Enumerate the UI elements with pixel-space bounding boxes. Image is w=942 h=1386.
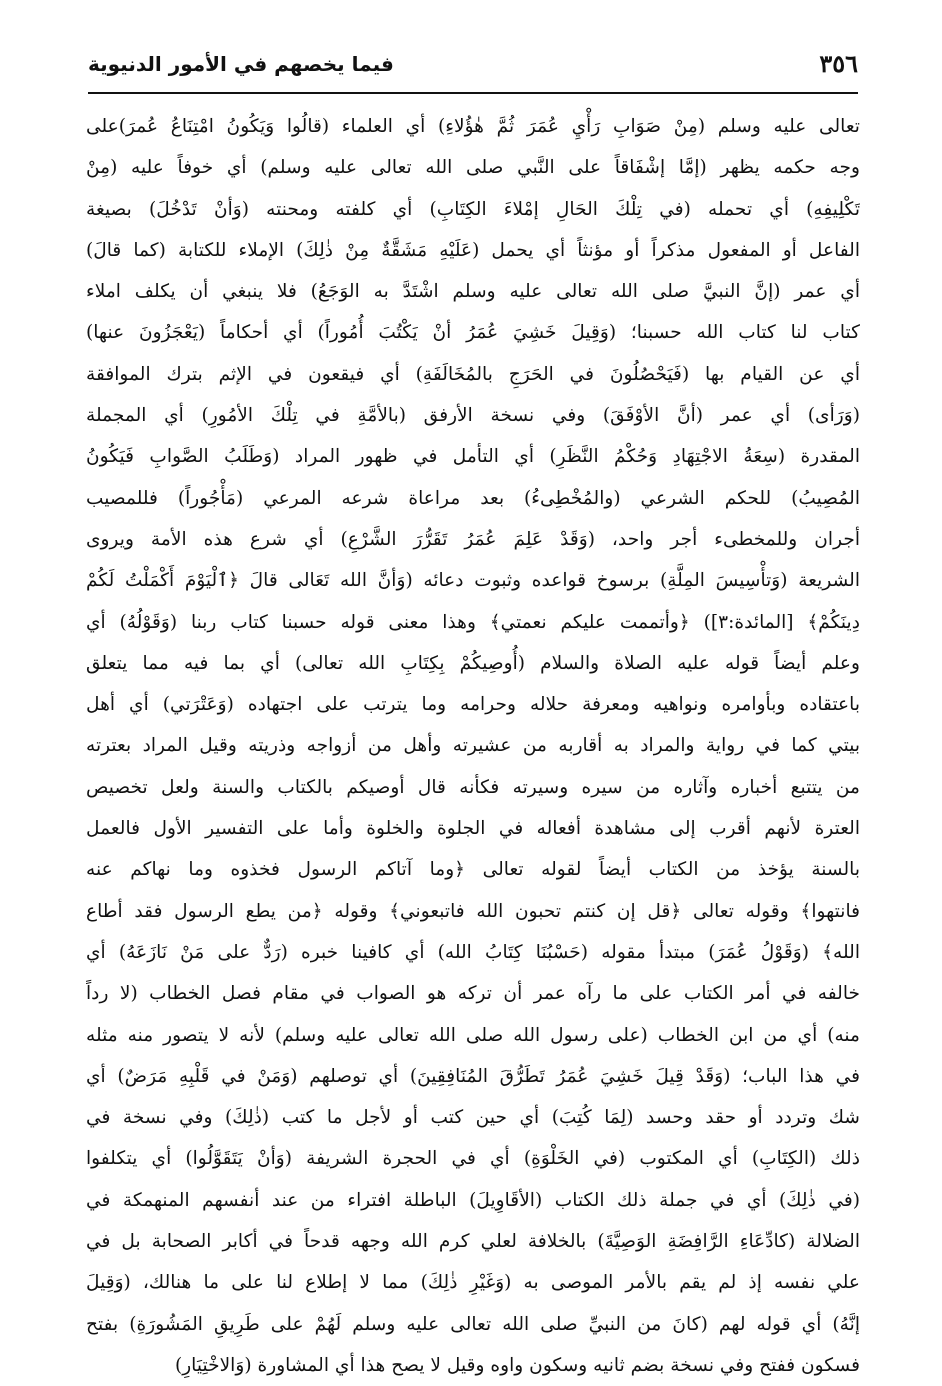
text-line: ذلك (الكِتَابِ) أي المكتوب (في الخَلْوَةِ) أي في الحجرة الشريفة (وَأنْ يَتَقَوَّلُوا) أي يتكلفوا xyxy=(86,1148,860,1170)
text-line: أجران وللمخطىء أجر واحد، (وَقَدْ عَلِمَ عُمَرُ تَقَرُّرَ الشَّرْعِ) أي شرع هذه الأمة ويروى xyxy=(86,528,860,550)
text-line: دِينَكُمْ﴾ [المائدة:٣]) ﴿وأتممت عليكم نعمتي﴾ وهذا معنى قوله حسبنا كتاب ربنا (وَقَوْلُهُ) أي xyxy=(86,611,860,633)
text-line: في هذا الباب؛ (وَقَدْ قِيلَ خَشِيَ عُمَرُ تَطَرُّقَ المُنَافِقِينَ) أي توصلهم (وَمَنْ في قَلْبِهِ مَرَضٌ) أي xyxy=(86,1065,860,1087)
header-divider xyxy=(88,92,858,94)
running-title: فيما يخصهم في الأمور الدنيوية xyxy=(88,52,394,76)
text-line: وعلم أيضاً قوله عليه الصلاة والسلام (أُوصِيكُمْ بِكِتَابِ الله تعالى) أي بما فيه مما يتعلق xyxy=(86,652,860,674)
text-line: من يتتبع أخباره وآثاره من سيره وسيرته فكأنه قال أوصيكم بالكتاب والسنة ولعل تخصيص xyxy=(86,776,860,798)
text-line: كتاب لنا كتاب الله حسبنا؛ (وَقِيلَ خَشِيَ عُمَرُ أنْ يَكْتُبَ أُمُوراً) أي أحكاماً (يَعْجَزُونَ عنها) xyxy=(86,322,860,344)
text-line: الشريعة (وَتأْسِيسَ المِلَّةِ) برسوخ قواعده وثبوت دعائه (وَأنَّ الله تَعَالى قالَ ﴿ٱلْيَوْمَ أَكْمَلْتُ لَكُمْ xyxy=(86,570,860,592)
text-line: (في ذٰلِكَ) أي في جملة ذلك الكتاب (الأقَاوِيلَ) الباطلة افتراء من عند أنفسهم المنهمكة في xyxy=(86,1189,860,1211)
text-line: تَكْلِيفِهِ) أي تحمله (في تِلْكَ الحَالِ إمْلاءَ الكِتَابِ) أي كلفته ومحنته (وَأنْ تَدْخُلَ) بصيغة xyxy=(86,198,860,220)
text-line: المقدرة (سِعَةُ الاجْتِهَادِ وَحُكْمُ النَّظَرِ) أي التأمل في ظهور المراد (وَطَلَبُ الصَّوابِ فَيَكُونُ xyxy=(86,446,860,468)
text-line: منه) أي من ابن الخطاب (على رسول الله صلى الله تعالى عليه وسلم) لأنه لا يتصور منه مثله xyxy=(86,1024,860,1046)
text-line: أي عمر (إنَّ النبيَّ صلى الله تعالى عليه وسلم اشْتَدَّ به الوَجَعُ) فلا ينبغي أن يكلف املاء xyxy=(86,281,860,303)
text-line: (وَرَأى) أي عمر (أنَّ الأوْفَقَ) وفي نسخة الأرفق (بالأمَّةِ في تِلْكَ الأمُورِ) أي المجملة xyxy=(86,405,860,427)
main-text xyxy=(86,106,860,1386)
text-line: بيتي كما في رواية والمراد به أقاربه من عشيرته وأهل من أزواجه وذريته وقيل المراد بعترته xyxy=(86,735,860,757)
page-number: ٣٥٦ xyxy=(819,49,858,78)
text-line: الفاعل أو المفعول مذكراً أو مؤنثاً أي يحمل (عَلَيْهِ مَشَقَّةٌ مِنْ ذٰلِكَ) الإملاء للكتابة (كما قالَ) xyxy=(86,239,860,261)
text-line: المُصِيبُ) للحكم الشرعي (والمُخْطِىءُ) بعد مراعاة شرعه المرعي (مَأْجُوراً) فللمصيب xyxy=(86,487,860,509)
text-line: باعتقاده وبأوامره ونواهيه ومعرفة حلاله وحرامه وما يترتب على اجتهاده (وَعَتْرَتي) أي أهل xyxy=(86,694,860,716)
text-line: إنَّهُ) أي قوله لهم (كانَ من النبيِّ صلى الله تعالى عليه وسلم لَهُمْ على طَرِيقِ المَشُورَةِ) بفتح xyxy=(86,1313,860,1335)
text-line: فانتهوا﴾ وقوله تعالى ﴿قل إن كنتم تحبون الله فاتبعوني﴾ وقوله ﴿من يطع الرسول فقد أطاع xyxy=(86,900,860,922)
text-line: أي عن القيام بها (فَيَحْصُلُونَ في الحَرَجِ بالمُخَالَفَةِ) أي فيقعون في الإثم بترك الموافقة xyxy=(86,363,860,385)
text-line: وجه حكمه يظهر (إمَّا إشْفَاقاً على النَّبي صلى الله تعالى عليه وسلم) أي خوفاً عليه (مِنْ xyxy=(86,157,860,179)
text-line: الله﴾ (وَقَوْلُ عُمَرَ) مبتدأ مقوله (حَسْبُنَا كِتَابُ الله) أي كافينا خبره (رَدٌّ على مَنْ نَازَعَهُ) أي xyxy=(86,941,860,963)
text-line: خالفه في أمر الكتاب على ما رآه عمر أن تركه هو الصواب في مقام فصل الخطاب (لا رداً xyxy=(86,983,860,1005)
page-header xyxy=(88,48,858,90)
text-line: شك وتردد أو حقد وحسد (لِمَا كُتِبَ) أي حين كتب أو لأجل ما كتب (ذٰلِكَ) وفي نسخة في xyxy=(86,1107,860,1129)
text-line: بالسنة يؤخذ من الكتاب أيضاً لقوله تعالى ﴿وما آتاكم الرسول فخذوه وما نهاكم عنه xyxy=(86,859,860,881)
text-line: الضلالة (كادِّعَاءِ الرَّافِضَةِ الوَصِيَّةَ) بالخلافة لعلي كرم الله وجهه قدحاً في أكابر الصحابة بل في xyxy=(86,1231,860,1253)
text-line: تعالى عليه وسلم (مِنْ صَوَابِ رَأْيِ عُمَرَ ثُمَّ هٰؤُلاءِ) أي العلماء (قالُوا وَيَكُونُ امْتِنَاعُ عُمرَ)على xyxy=(86,116,860,137)
text-line: علي نفسه إذ لم يقم بالأمر الموصى به (وَغَيْرِ ذٰلِكَ) مما لا إطلاع لنا على ما هنالك، (وَقِيلَ xyxy=(86,1272,860,1294)
text-line: فسكون ففتح وفي نسخة بضم ثانيه وسكون واوه وقيل لا يصح هذا أي المشاورة (وَالاخْتِيَارِ) xyxy=(174,1354,860,1376)
text-line: العترة لأنهم أقرب إلى مشاهدة أفعاله في الجلوة والخلوة وأما على التفسير الأول فالعمل xyxy=(86,818,860,840)
